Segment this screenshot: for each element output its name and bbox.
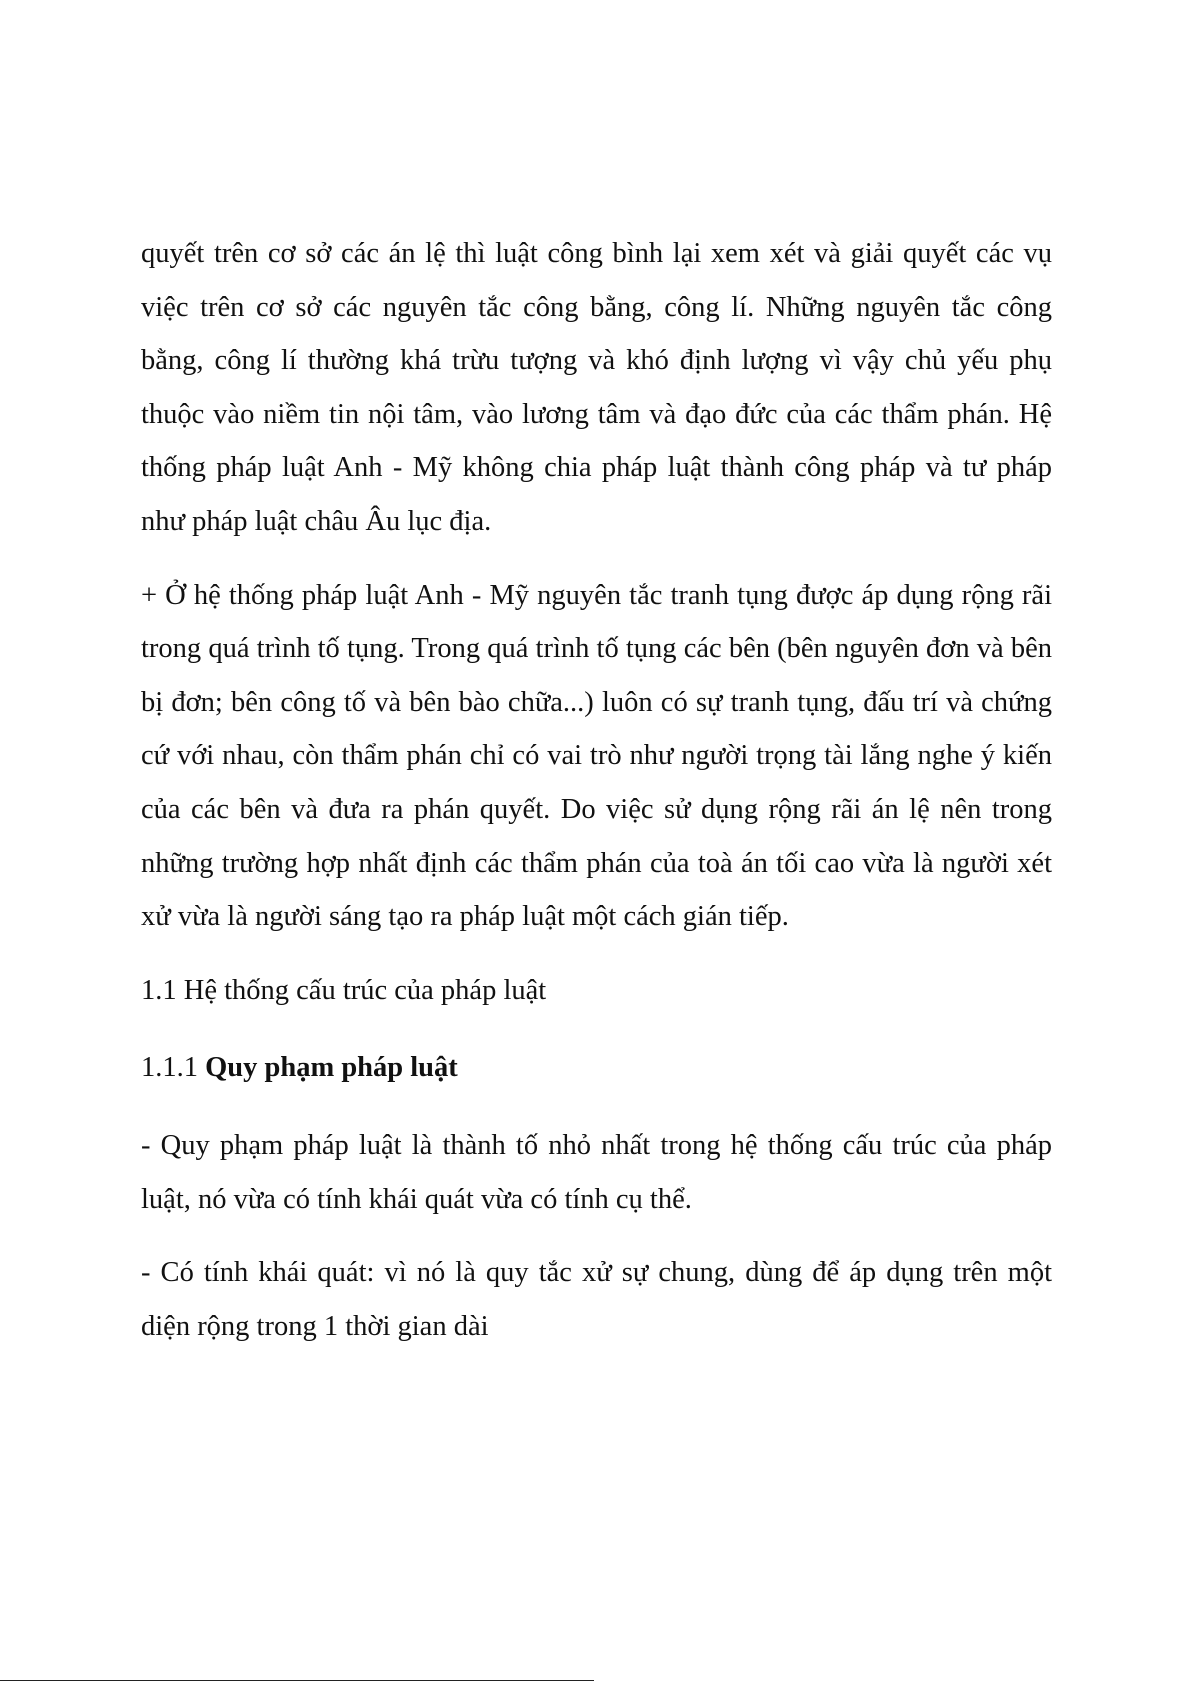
subsection-heading — [141, 1041, 1052, 1095]
body-paragraph: quyết trên cơ sở các án lệ thì luật công bình lại xem xét và giải quyết các vụ việc trên cơ sở các nguyên tắc công bằng, công lí. Những nguyên tắc công bằng, công lí thường khá trừu tượng và khó định lượng vì vậy chủ yếu phụ thuộc vào niềm tin nội tâm, vào lương tâm và đạo đức của các thẩm phán. Hệ thống pháp luật Anh - Mỹ không chia pháp luật thành công pháp và tư pháp như pháp luật châu Âu lục địa. — [141, 238, 1052, 537]
subsection-number: 1.1.1 — [141, 1052, 198, 1084]
body-paragraph: + Ở hệ thống pháp luật Anh - Mỹ nguyên tắc tranh tụng được áp dụng rộng rãi trong quá trình tố tụng. Trong quá trình tố tụng các bên (bên nguyên đơn và bên bị đơn; bên công tố và bên bào chữa...) luôn có sự tranh tụng, đấu trí và chứng cứ với nhau, còn thẩm phán chỉ có vai trò như người trọng tài lắng nghe ý kiến của các bên và đưa ra phán quyết. Do việc sử dụng rộng rãi án lệ nên trong những trường hợp nhất định các thẩm phán của toà án tối cao vừa là người xét xử vừa là người sáng tạo ra pháp luật một cách gián tiếp. — [141, 579, 1052, 933]
section-heading: 1.1 Hệ thống cấu trúc của pháp luật — [141, 974, 547, 1006]
document-body — [141, 227, 1052, 1353]
subsection-title: Quy phạm pháp luật — [205, 1052, 458, 1084]
bullet-paragraph: - Có tính khái quát: vì nó là quy tắc xử sự chung, dùng để áp dụng trên một diện rộng trong 1 thời gian dài — [141, 1257, 1052, 1342]
bullet-paragraph: - Quy phạm pháp luật là thành tố nhỏ nhất trong hệ thống cấu trúc của pháp luật, nó vừa có tính khái quát vừa có tính cụ thể. — [141, 1129, 1052, 1215]
footnote-separator — [0, 1680, 594, 1681]
